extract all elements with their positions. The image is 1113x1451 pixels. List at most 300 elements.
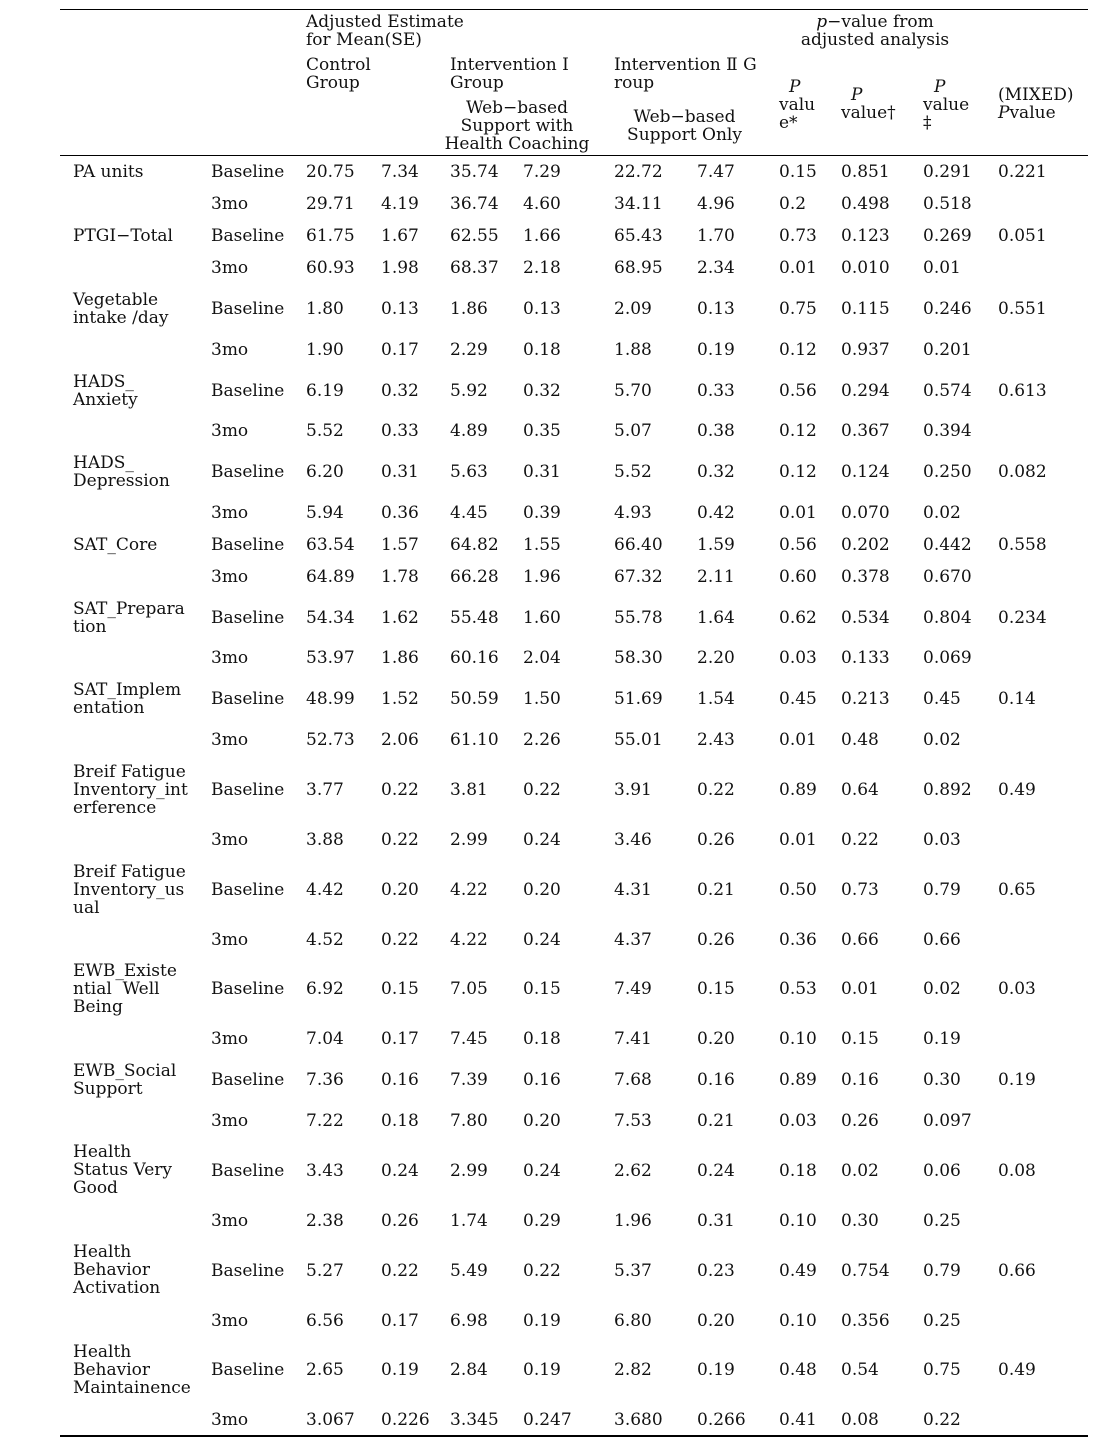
cell-baseline-7-8: 0.45 bbox=[923, 689, 961, 709]
cell-3mo-10-8: 0.19 bbox=[923, 1029, 961, 1049]
cell-baseline-1-8: 0.269 bbox=[923, 226, 972, 246]
cell-baseline-6-5: 1.64 bbox=[697, 608, 735, 628]
row-label-9-2: ual bbox=[73, 898, 100, 918]
timepoint-3mo-5: 3mo bbox=[211, 567, 249, 587]
cell-baseline-4-0: 6.20 bbox=[306, 462, 344, 482]
cell-baseline-11-0: 7.36 bbox=[306, 1070, 344, 1090]
cell-baseline-7-4: 51.69 bbox=[614, 689, 663, 709]
cell-baseline-5-9: 0.558 bbox=[998, 535, 1047, 555]
cell-baseline-14-9: 0.49 bbox=[998, 1360, 1036, 1380]
cell-baseline-8-7: 0.64 bbox=[841, 780, 879, 800]
cell-baseline-8-1: 0.22 bbox=[381, 780, 419, 800]
cell-baseline-5-0: 63.54 bbox=[306, 535, 355, 555]
cell-baseline-5-8: 0.442 bbox=[923, 535, 972, 555]
cell-3mo-3-2: 4.89 bbox=[450, 421, 488, 441]
cell-baseline-0-7: 0.851 bbox=[841, 162, 890, 182]
row-label-3-1: Anxiety bbox=[73, 390, 138, 410]
cell-3mo-0-7: 0.498 bbox=[841, 194, 890, 214]
pvalue1-header bbox=[789, 78, 800, 96]
cell-3mo-0-8: 0.518 bbox=[923, 194, 972, 214]
row-label-11-0: EWB_Social bbox=[73, 1061, 177, 1081]
cell-3mo-2-4: 1.88 bbox=[614, 340, 652, 360]
cell-3mo-4-2: 4.45 bbox=[450, 503, 488, 523]
cell-baseline-2-2: 1.86 bbox=[450, 299, 488, 319]
cell-baseline-8-3: 0.22 bbox=[523, 780, 561, 800]
cell-3mo-6-3: 2.04 bbox=[523, 648, 561, 668]
cell-baseline-0-9: 0.221 bbox=[998, 162, 1047, 182]
timepoint-3mo-6: 3mo bbox=[211, 648, 249, 668]
cell-baseline-2-9: 0.551 bbox=[998, 299, 1047, 319]
cell-baseline-4-8: 0.250 bbox=[923, 462, 972, 482]
cell-3mo-13-7: 0.356 bbox=[841, 1311, 890, 1331]
row-label-4-1: Depression bbox=[73, 471, 170, 491]
cell-3mo-4-7: 0.070 bbox=[841, 503, 890, 523]
cell-3mo-13-3: 0.19 bbox=[523, 1311, 561, 1331]
pvalue-title-rest: −value from bbox=[827, 12, 934, 32]
cell-baseline-9-4: 4.31 bbox=[614, 880, 652, 900]
cell-3mo-8-3: 0.24 bbox=[523, 830, 561, 850]
cell-baseline-12-0: 3.43 bbox=[306, 1161, 344, 1181]
cell-baseline-5-3: 1.55 bbox=[523, 535, 561, 555]
cell-3mo-14-2: 3.345 bbox=[450, 1410, 499, 1430]
cell-3mo-0-2: 36.74 bbox=[450, 194, 499, 214]
cell-baseline-10-8: 0.02 bbox=[923, 979, 961, 999]
cell-baseline-11-4: 7.68 bbox=[614, 1070, 652, 1090]
cell-baseline-1-2: 62.55 bbox=[450, 226, 499, 246]
cell-3mo-14-4: 3.680 bbox=[614, 1410, 663, 1430]
header-rule bbox=[60, 155, 1088, 156]
cell-baseline-5-7: 0.202 bbox=[841, 535, 890, 555]
cell-baseline-2-1: 0.13 bbox=[381, 299, 419, 319]
cell-baseline-6-0: 54.34 bbox=[306, 608, 355, 628]
timepoint-baseline-14: Baseline bbox=[211, 1360, 285, 1380]
cell-3mo-6-1: 1.86 bbox=[381, 648, 419, 668]
cell-3mo-3-5: 0.38 bbox=[697, 421, 735, 441]
cell-baseline-13-7: 0.754 bbox=[841, 1261, 890, 1281]
cell-baseline-6-6: 0.62 bbox=[779, 608, 817, 628]
cell-baseline-7-6: 0.45 bbox=[779, 689, 817, 709]
cell-baseline-13-4: 5.37 bbox=[614, 1261, 652, 1281]
cell-baseline-12-4: 2.62 bbox=[614, 1161, 652, 1181]
cell-3mo-6-8: 0.069 bbox=[923, 648, 972, 668]
cell-baseline-8-9: 0.49 bbox=[998, 780, 1036, 800]
cell-3mo-2-0: 1.90 bbox=[306, 340, 344, 360]
cell-baseline-10-4: 7.49 bbox=[614, 979, 652, 999]
cell-3mo-14-8: 0.22 bbox=[923, 1410, 961, 1430]
row-label-12-0: Health bbox=[73, 1142, 132, 1162]
cell-3mo-7-6: 0.01 bbox=[779, 730, 817, 750]
cell-3mo-6-5: 2.20 bbox=[697, 648, 735, 668]
cell-3mo-7-2: 61.10 bbox=[450, 730, 499, 750]
cell-3mo-14-6: 0.41 bbox=[779, 1410, 817, 1430]
cell-baseline-13-3: 0.22 bbox=[523, 1261, 561, 1281]
cell-baseline-2-4: 2.09 bbox=[614, 299, 652, 319]
cell-3mo-3-8: 0.394 bbox=[923, 421, 972, 441]
cell-baseline-13-2: 5.49 bbox=[450, 1261, 488, 1281]
adjusted-estimate-label-1: for Mean(SE) bbox=[306, 30, 422, 50]
cell-baseline-14-3: 0.19 bbox=[523, 1360, 561, 1380]
cell-3mo-10-0: 7.04 bbox=[306, 1029, 344, 1049]
mixed-header: (MIXED) bbox=[998, 85, 1074, 105]
cell-3mo-9-3: 0.24 bbox=[523, 930, 561, 950]
row-label-6-1: tion bbox=[73, 617, 107, 637]
row-label-9-0: Breif Fatigue bbox=[73, 862, 186, 882]
control-group-label-0: Control bbox=[306, 55, 371, 75]
timepoint-3mo-2: 3mo bbox=[211, 340, 249, 360]
timepoint-baseline-13: Baseline bbox=[211, 1261, 285, 1281]
cell-baseline-10-6: 0.53 bbox=[779, 979, 817, 999]
cell-baseline-4-6: 0.12 bbox=[779, 462, 817, 482]
cell-3mo-5-7: 0.378 bbox=[841, 567, 890, 587]
cell-3mo-12-7: 0.30 bbox=[841, 1211, 879, 1231]
cell-3mo-5-2: 66.28 bbox=[450, 567, 499, 587]
cell-3mo-13-1: 0.17 bbox=[381, 1311, 419, 1331]
cell-3mo-10-7: 0.15 bbox=[841, 1029, 879, 1049]
cell-baseline-13-1: 0.22 bbox=[381, 1261, 419, 1281]
cell-3mo-9-1: 0.22 bbox=[381, 930, 419, 950]
cell-baseline-2-6: 0.75 bbox=[779, 299, 817, 319]
timepoint-baseline-8: Baseline bbox=[211, 780, 285, 800]
cell-baseline-7-3: 1.50 bbox=[523, 689, 561, 709]
timepoint-baseline-3: Baseline bbox=[211, 381, 285, 401]
cell-baseline-4-5: 0.32 bbox=[697, 462, 735, 482]
intervention1-sub-label-1: Support with bbox=[460, 116, 574, 136]
cell-baseline-4-2: 5.63 bbox=[450, 462, 488, 482]
timepoint-3mo-8: 3mo bbox=[211, 830, 249, 850]
cell-baseline-0-3: 7.29 bbox=[523, 162, 561, 182]
cell-3mo-7-1: 2.06 bbox=[381, 730, 419, 750]
cell-baseline-0-1: 7.34 bbox=[381, 162, 419, 182]
timepoint-3mo-4: 3mo bbox=[211, 503, 249, 523]
cell-baseline-0-5: 7.47 bbox=[697, 162, 735, 182]
intervention2-sub-label-1: Support Only bbox=[627, 125, 742, 145]
cell-3mo-5-3: 1.96 bbox=[523, 567, 561, 587]
cell-3mo-14-5: 0.266 bbox=[697, 1410, 746, 1430]
cell-baseline-9-3: 0.20 bbox=[523, 880, 561, 900]
cell-3mo-3-0: 5.52 bbox=[306, 421, 344, 441]
timepoint-baseline-0: Baseline bbox=[211, 162, 285, 182]
intervention1-sub-label-0: Web−based bbox=[466, 98, 568, 118]
cell-baseline-7-0: 48.99 bbox=[306, 689, 355, 709]
cell-baseline-12-6: 0.18 bbox=[779, 1161, 817, 1181]
cell-3mo-12-0: 2.38 bbox=[306, 1211, 344, 1231]
pvalue3-header-p: P bbox=[934, 77, 946, 97]
row-label-12-2: Good bbox=[73, 1178, 118, 1198]
cell-baseline-12-7: 0.02 bbox=[841, 1161, 879, 1181]
row-label-2-1: intake /day bbox=[73, 308, 169, 328]
cell-3mo-13-5: 0.20 bbox=[697, 1311, 735, 1331]
cell-baseline-5-1: 1.57 bbox=[381, 535, 419, 555]
cell-3mo-14-0: 3.067 bbox=[306, 1410, 355, 1430]
cell-baseline-11-3: 0.16 bbox=[523, 1070, 561, 1090]
cell-3mo-11-3: 0.20 bbox=[523, 1111, 561, 1131]
cell-baseline-3-4: 5.70 bbox=[614, 381, 652, 401]
timepoint-3mo-9: 3mo bbox=[211, 930, 249, 950]
cell-3mo-0-6: 0.2 bbox=[779, 194, 807, 214]
cell-3mo-1-1: 1.98 bbox=[381, 258, 419, 278]
cell-baseline-8-8: 0.892 bbox=[923, 780, 972, 800]
timepoint-baseline-1: Baseline bbox=[211, 226, 285, 246]
cell-baseline-0-8: 0.291 bbox=[923, 162, 972, 182]
cell-3mo-6-7: 0.133 bbox=[841, 648, 890, 668]
cell-3mo-5-4: 67.32 bbox=[614, 567, 663, 587]
row-label-8-0: Breif Fatigue bbox=[73, 762, 186, 782]
cell-3mo-4-0: 5.94 bbox=[306, 503, 344, 523]
cell-baseline-8-0: 3.77 bbox=[306, 780, 344, 800]
cell-3mo-4-5: 0.42 bbox=[697, 503, 735, 523]
cell-3mo-1-7: 0.010 bbox=[841, 258, 890, 278]
cell-3mo-13-0: 6.56 bbox=[306, 1311, 344, 1331]
cell-baseline-3-1: 0.32 bbox=[381, 381, 419, 401]
cell-baseline-11-5: 0.16 bbox=[697, 1070, 735, 1090]
cell-3mo-12-8: 0.25 bbox=[923, 1211, 961, 1231]
cell-3mo-11-7: 0.26 bbox=[841, 1111, 879, 1131]
top-rule bbox=[60, 9, 1088, 10]
cell-baseline-9-0: 4.42 bbox=[306, 880, 344, 900]
cell-baseline-14-4: 2.82 bbox=[614, 1360, 652, 1380]
cell-baseline-0-4: 22.72 bbox=[614, 162, 663, 182]
pvalue-title-p: p bbox=[816, 12, 828, 32]
timepoint-3mo-1: 3mo bbox=[211, 258, 249, 278]
timepoint-3mo-14: 3mo bbox=[211, 1410, 249, 1430]
timepoint-3mo-7: 3mo bbox=[211, 730, 249, 750]
timepoint-3mo-13: 3mo bbox=[211, 1311, 249, 1331]
cell-3mo-5-0: 64.89 bbox=[306, 567, 355, 587]
cell-3mo-10-5: 0.20 bbox=[697, 1029, 735, 1049]
cell-3mo-2-2: 2.29 bbox=[450, 340, 488, 360]
cell-baseline-4-9: 0.082 bbox=[998, 462, 1047, 482]
cell-3mo-6-2: 60.16 bbox=[450, 648, 499, 668]
cell-baseline-6-1: 1.62 bbox=[381, 608, 419, 628]
timepoint-baseline-6: Baseline bbox=[211, 608, 285, 628]
cell-3mo-13-4: 6.80 bbox=[614, 1311, 652, 1331]
cell-baseline-0-2: 35.74 bbox=[450, 162, 499, 182]
cell-3mo-4-3: 0.39 bbox=[523, 503, 561, 523]
cell-3mo-7-4: 55.01 bbox=[614, 730, 663, 750]
intervention2-label-1: roup bbox=[614, 73, 655, 93]
cell-3mo-11-6: 0.03 bbox=[779, 1111, 817, 1131]
cell-baseline-3-5: 0.33 bbox=[697, 381, 735, 401]
cell-baseline-5-4: 66.40 bbox=[614, 535, 663, 555]
cell-3mo-10-1: 0.17 bbox=[381, 1029, 419, 1049]
cell-3mo-1-4: 68.95 bbox=[614, 258, 663, 278]
cell-baseline-8-4: 3.91 bbox=[614, 780, 652, 800]
cell-3mo-9-7: 0.66 bbox=[841, 930, 879, 950]
cell-baseline-12-9: 0.08 bbox=[998, 1161, 1036, 1181]
cell-3mo-5-5: 2.11 bbox=[697, 567, 735, 587]
timepoint-baseline-12: Baseline bbox=[211, 1161, 285, 1181]
cell-3mo-0-3: 4.60 bbox=[523, 194, 561, 214]
row-label-8-2: erference bbox=[73, 798, 157, 818]
cell-baseline-6-4: 55.78 bbox=[614, 608, 663, 628]
cell-baseline-0-6: 0.15 bbox=[779, 162, 817, 182]
row-label-6-0: SAT_Preparа bbox=[73, 599, 185, 619]
pvalue-title bbox=[770, 13, 980, 31]
row-label-9-1: Inventory_us bbox=[73, 880, 185, 900]
cell-3mo-12-4: 1.96 bbox=[614, 1211, 652, 1231]
row-label-11-1: Support bbox=[73, 1079, 143, 1099]
cell-3mo-5-1: 1.78 bbox=[381, 567, 419, 587]
cell-baseline-12-3: 0.24 bbox=[523, 1161, 561, 1181]
cell-baseline-6-8: 0.804 bbox=[923, 608, 972, 628]
cell-baseline-9-6: 0.50 bbox=[779, 880, 817, 900]
row-label-1-0: PTGI−Total bbox=[73, 226, 173, 246]
cell-3mo-8-5: 0.26 bbox=[697, 830, 735, 850]
cell-3mo-12-2: 1.74 bbox=[450, 1211, 488, 1231]
cell-baseline-4-1: 0.31 bbox=[381, 462, 419, 482]
cell-baseline-8-6: 0.89 bbox=[779, 780, 817, 800]
pvalue1-header-p: P bbox=[789, 77, 801, 97]
cell-3mo-0-1: 4.19 bbox=[381, 194, 419, 214]
adjusted-estimate-label-0: Adjusted Estimate bbox=[306, 12, 464, 32]
pvalue-title-2: adjusted analysis bbox=[800, 30, 950, 50]
row-label-10-1: ntial Well bbox=[73, 979, 160, 999]
cell-3mo-14-3: 0.247 bbox=[523, 1410, 572, 1430]
row-label-7-1: entation bbox=[73, 698, 145, 718]
cell-baseline-14-2: 2.84 bbox=[450, 1360, 488, 1380]
pvalue3-header bbox=[934, 78, 945, 96]
cell-3mo-6-6: 0.03 bbox=[779, 648, 817, 668]
cell-3mo-10-4: 7.41 bbox=[614, 1029, 652, 1049]
cell-3mo-8-4: 3.46 bbox=[614, 830, 652, 850]
cell-baseline-14-7: 0.54 bbox=[841, 1360, 879, 1380]
cell-baseline-13-9: 0.66 bbox=[998, 1261, 1036, 1281]
cell-baseline-12-8: 0.06 bbox=[923, 1161, 961, 1181]
mixed-pvalue-header-rest: value bbox=[1009, 103, 1056, 123]
cell-baseline-10-0: 6.92 bbox=[306, 979, 344, 999]
row-label-3-0: HADS_ bbox=[73, 372, 134, 392]
cell-baseline-7-7: 0.213 bbox=[841, 689, 890, 709]
cell-baseline-7-9: 0.14 bbox=[998, 689, 1036, 709]
cell-baseline-3-0: 6.19 bbox=[306, 381, 344, 401]
row-label-14-2: Maintainence bbox=[73, 1378, 191, 1398]
cell-baseline-12-2: 2.99 bbox=[450, 1161, 488, 1181]
cell-3mo-1-8: 0.01 bbox=[923, 258, 961, 278]
cell-baseline-4-3: 0.31 bbox=[523, 462, 561, 482]
cell-baseline-11-8: 0.30 bbox=[923, 1070, 961, 1090]
timepoint-3mo-11: 3mo bbox=[211, 1111, 249, 1131]
cell-baseline-9-5: 0.21 bbox=[697, 880, 735, 900]
row-label-0-0: PA units bbox=[73, 162, 144, 182]
cell-baseline-8-2: 3.81 bbox=[450, 780, 488, 800]
intervention2-sub-label-0: Web−based bbox=[633, 107, 736, 127]
cell-baseline-7-5: 1.54 bbox=[697, 689, 735, 709]
cell-baseline-9-2: 4.22 bbox=[450, 880, 488, 900]
cell-baseline-6-7: 0.534 bbox=[841, 608, 890, 628]
cell-3mo-14-1: 0.226 bbox=[381, 1410, 430, 1430]
row-label-13-0: Health bbox=[73, 1242, 132, 1262]
cell-3mo-8-7: 0.22 bbox=[841, 830, 879, 850]
cell-3mo-3-7: 0.367 bbox=[841, 421, 890, 441]
intervention1-sub-label-2: Health Coaching bbox=[444, 134, 590, 154]
timepoint-3mo-10: 3mo bbox=[211, 1029, 249, 1049]
row-label-4-0: HADS_ bbox=[73, 453, 134, 473]
cell-3mo-9-4: 4.37 bbox=[614, 930, 652, 950]
cell-3mo-1-2: 68.37 bbox=[450, 258, 499, 278]
cell-3mo-13-8: 0.25 bbox=[923, 1311, 961, 1331]
cell-baseline-8-5: 0.22 bbox=[697, 780, 735, 800]
cell-3mo-1-3: 2.18 bbox=[523, 258, 561, 278]
cell-baseline-0-0: 20.75 bbox=[306, 162, 355, 182]
cell-baseline-3-3: 0.32 bbox=[523, 381, 561, 401]
cell-baseline-13-6: 0.49 bbox=[779, 1261, 817, 1281]
cell-baseline-9-7: 0.73 bbox=[841, 880, 879, 900]
cell-baseline-1-7: 0.123 bbox=[841, 226, 890, 246]
cell-baseline-1-4: 65.43 bbox=[614, 226, 663, 246]
cell-3mo-8-8: 0.03 bbox=[923, 830, 961, 850]
cell-3mo-12-1: 0.26 bbox=[381, 1211, 419, 1231]
cell-baseline-1-1: 1.67 bbox=[381, 226, 419, 246]
cell-3mo-2-3: 0.18 bbox=[523, 340, 561, 360]
cell-3mo-0-4: 34.11 bbox=[614, 194, 663, 214]
cell-baseline-13-5: 0.23 bbox=[697, 1261, 735, 1281]
cell-3mo-8-6: 0.01 bbox=[779, 830, 817, 850]
cell-baseline-13-8: 0.79 bbox=[923, 1261, 961, 1281]
cell-3mo-9-2: 4.22 bbox=[450, 930, 488, 950]
cell-baseline-11-6: 0.89 bbox=[779, 1070, 817, 1090]
mixed-pvalue-header-p: P bbox=[998, 103, 1010, 123]
cell-3mo-5-6: 0.60 bbox=[779, 567, 817, 587]
timepoint-3mo-3: 3mo bbox=[211, 421, 249, 441]
cell-baseline-14-1: 0.19 bbox=[381, 1360, 419, 1380]
cell-baseline-5-2: 64.82 bbox=[450, 535, 499, 555]
cell-baseline-1-5: 1.70 bbox=[697, 226, 735, 246]
cell-baseline-12-1: 0.24 bbox=[381, 1161, 419, 1181]
timepoint-baseline-5: Baseline bbox=[211, 535, 285, 555]
cell-baseline-10-3: 0.15 bbox=[523, 979, 561, 999]
row-label-2-0: Vegetable bbox=[73, 290, 159, 310]
pvalue2-header-rest: value† bbox=[841, 103, 896, 123]
cell-3mo-12-3: 0.29 bbox=[523, 1211, 561, 1231]
cell-baseline-1-6: 0.73 bbox=[779, 226, 817, 246]
cell-baseline-1-9: 0.051 bbox=[998, 226, 1047, 246]
row-label-13-1: Behavior bbox=[73, 1260, 151, 1280]
timepoint-baseline-4: Baseline bbox=[211, 462, 285, 482]
timepoint-baseline-7: Baseline bbox=[211, 689, 285, 709]
cell-3mo-0-5: 4.96 bbox=[697, 194, 735, 214]
timepoint-baseline-2: Baseline bbox=[211, 299, 285, 319]
cell-baseline-14-6: 0.48 bbox=[779, 1360, 817, 1380]
timepoint-baseline-10: Baseline bbox=[211, 979, 285, 999]
cell-baseline-2-0: 1.80 bbox=[306, 299, 344, 319]
cell-baseline-11-1: 0.16 bbox=[381, 1070, 419, 1090]
cell-baseline-11-2: 7.39 bbox=[450, 1070, 488, 1090]
cell-3mo-2-7: 0.937 bbox=[841, 340, 890, 360]
cell-3mo-14-7: 0.08 bbox=[841, 1410, 879, 1430]
cell-baseline-4-4: 5.52 bbox=[614, 462, 652, 482]
cell-baseline-14-0: 2.65 bbox=[306, 1360, 344, 1380]
cell-3mo-4-1: 0.36 bbox=[381, 503, 419, 523]
cell-baseline-12-5: 0.24 bbox=[697, 1161, 735, 1181]
cell-3mo-7-5: 2.43 bbox=[697, 730, 735, 750]
cell-baseline-10-2: 7.05 bbox=[450, 979, 488, 999]
intervention1-label-1: Group bbox=[450, 73, 504, 93]
cell-3mo-2-8: 0.201 bbox=[923, 340, 972, 360]
cell-3mo-1-0: 60.93 bbox=[306, 258, 355, 278]
row-label-14-1: Behavior bbox=[73, 1360, 151, 1380]
pvalue1-header-line-0: valu bbox=[779, 95, 816, 115]
cell-3mo-9-6: 0.36 bbox=[779, 930, 817, 950]
cell-baseline-9-1: 0.20 bbox=[381, 880, 419, 900]
cell-baseline-3-2: 5.92 bbox=[450, 381, 488, 401]
mixed-pvalue-header bbox=[998, 104, 1056, 122]
cell-baseline-1-0: 61.75 bbox=[306, 226, 355, 246]
cell-3mo-10-2: 7.45 bbox=[450, 1029, 488, 1049]
cell-3mo-12-6: 0.10 bbox=[779, 1211, 817, 1231]
cell-3mo-3-3: 0.35 bbox=[523, 421, 561, 441]
cell-3mo-9-5: 0.26 bbox=[697, 930, 735, 950]
cell-3mo-11-4: 7.53 bbox=[614, 1111, 652, 1131]
